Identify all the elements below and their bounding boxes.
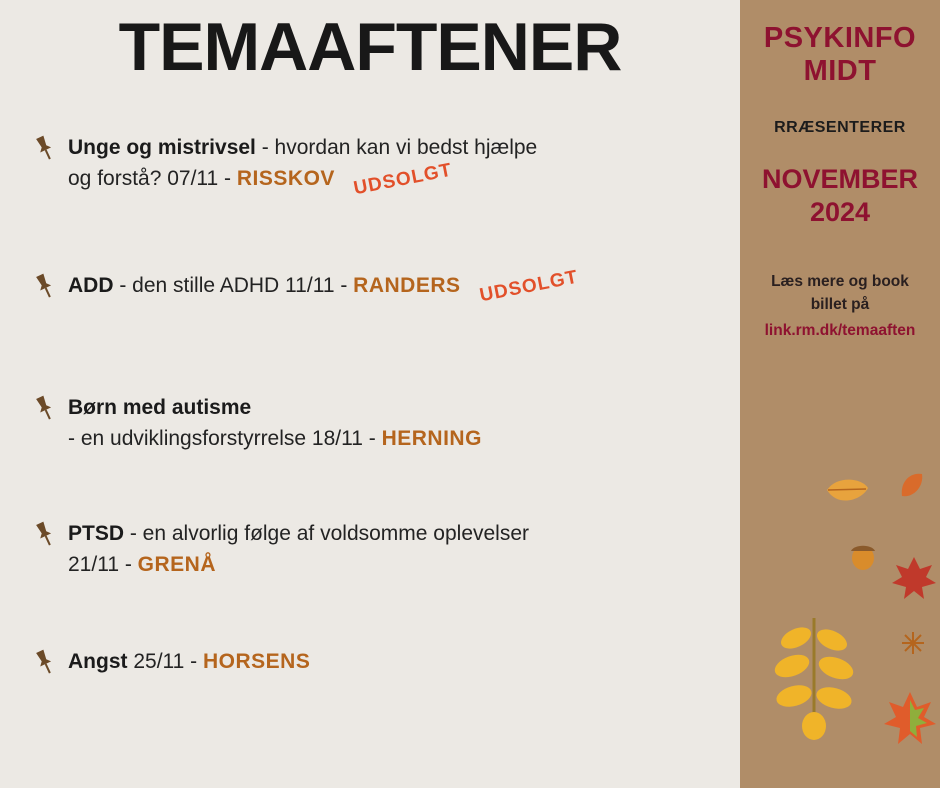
pushpin-icon	[28, 394, 58, 424]
event-title: ADD	[68, 274, 114, 297]
event-title: Børn med autisme	[68, 396, 252, 419]
pushpin-icon	[28, 272, 58, 302]
booking-info	[740, 270, 940, 342]
booking-line-2: billet på	[810, 296, 870, 314]
event-desc-cont: og forstå? 07/11 -	[68, 167, 237, 190]
pushpin-icon	[28, 520, 58, 550]
event-desc: 25/11 -	[127, 650, 203, 673]
event-text-line-2	[68, 159, 740, 200]
list-item	[0, 266, 740, 392]
maple-leaf-icon	[890, 555, 938, 603]
event-text-line-1	[68, 646, 740, 677]
year-label: 2024	[809, 197, 871, 228]
event-text-line-1	[68, 392, 740, 423]
seed-icon	[900, 630, 926, 656]
brand-line-2: MIDT	[803, 55, 877, 88]
acorn-icon	[846, 537, 880, 571]
booking-line-1: Læs mere og book	[771, 273, 909, 291]
maple-leaf-icon	[882, 690, 938, 750]
event-text-line-1	[68, 266, 740, 307]
event-desc: - hvordan kan vi bedst hjælpe	[255, 136, 538, 159]
status-badge: UDSOLGT	[351, 159, 454, 200]
rowan-leaf-icon	[768, 610, 858, 740]
event-text-line-2	[68, 423, 740, 454]
event-text-line-1	[68, 132, 740, 163]
event-desc-cont: - en udviklingsforstyrrelse 18/11 -	[68, 427, 382, 450]
list-item	[0, 518, 740, 646]
page-title: TEMAAFTENER	[118, 9, 622, 85]
event-city: GRENÅ	[137, 553, 216, 576]
event-list	[0, 132, 740, 706]
brand-name	[740, 22, 940, 89]
pushpin-icon	[28, 134, 58, 164]
event-city: HORSENS	[203, 650, 311, 673]
list-item	[0, 646, 740, 706]
date-block	[740, 163, 940, 231]
presents-label: RRÆSENTERER	[774, 118, 906, 136]
booking-link[interactable]: link.rm.dk/temaaften	[764, 321, 916, 339]
leaf-icon	[898, 470, 926, 500]
event-title: Angst	[68, 650, 128, 673]
pushpin-icon	[28, 648, 58, 678]
event-desc: - en alvorlig følge af voldsomme oplevelser	[124, 522, 530, 545]
event-text-line-2	[68, 549, 740, 580]
event-desc: - den stille ADHD 11/11 -	[113, 274, 354, 297]
event-title: PTSD	[68, 522, 125, 545]
event-title: Unge og mistrivsel	[68, 136, 256, 159]
list-item	[0, 392, 740, 518]
leaf-icon	[822, 470, 872, 515]
event-city: RANDERS	[353, 274, 461, 297]
poster-sidebar	[740, 0, 940, 788]
status-badge: UDSOLGT	[477, 266, 580, 307]
month-label: NOVEMBER	[761, 163, 918, 194]
event-city: HERNING	[381, 427, 482, 450]
list-item	[0, 132, 740, 270]
event-city: RISSKOV	[236, 167, 335, 190]
event-desc-cont: 21/11 -	[68, 553, 138, 576]
event-text-line-1	[68, 518, 740, 549]
brand-line-1: PSYKINFO	[763, 22, 917, 54]
